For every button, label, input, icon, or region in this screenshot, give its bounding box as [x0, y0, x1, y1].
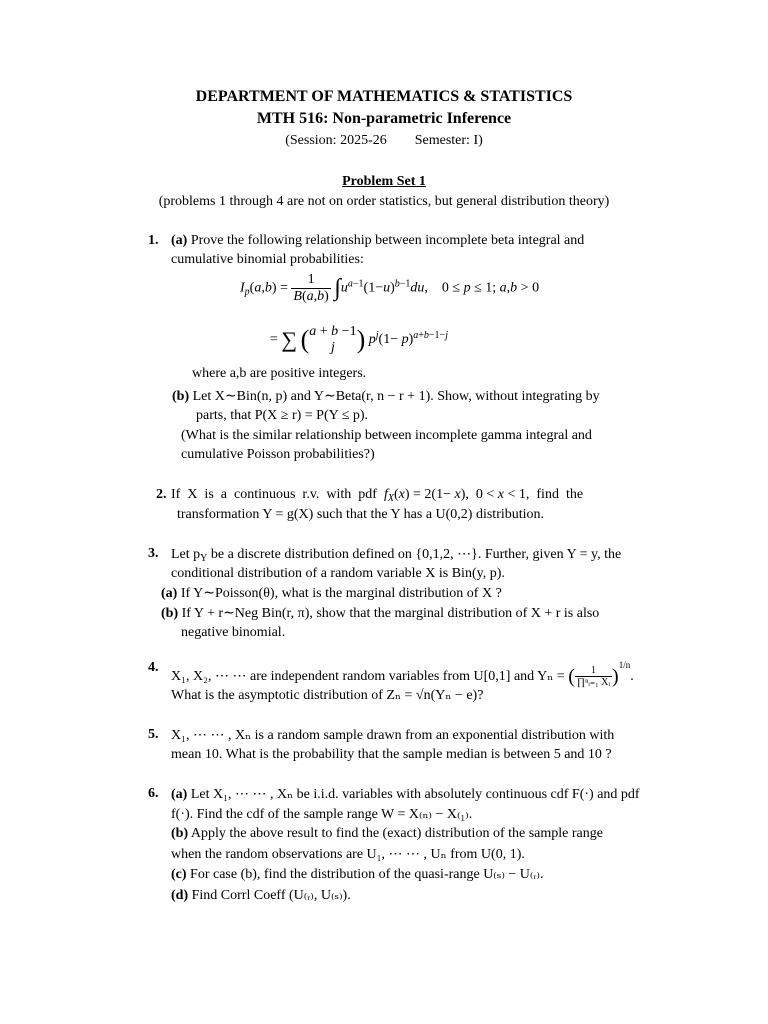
q4-line1: X₁, X₂, ⋯ ⋯ are independent random variables from U[0,1] and Yₙ = ( $\frac{1}{\text{∏ⁿᵢ₌₁ Xᵢ}}$ )$^{1/n}$.	[171, 660, 634, 689]
q5-line1: X₁, ⋯ ⋯ , Xₙ is a random sample drawn from an exponential distribution with	[171, 728, 615, 743]
q6d-line: (d) Find Corrl Coeff (U₍ᵣ₎, U₍ₛ₎).	[171, 888, 351, 903]
q5-line2: mean 10. What is the probability that the sample median is between 5 and 10 ?	[171, 747, 612, 762]
q1c-line2: cumulative Poisson probabilities?)	[181, 447, 375, 462]
beta-binomial-equation-line1: $I_p(a,b)$ = $\frac{1}{B(a,b)}$ $\int u^{a-1}(1-u)^{b-1}du$, 0 ≤ p ≤ 1; a,b > 0	[240, 272, 540, 304]
department-title: DEPARTMENT OF MATHEMATICS & STATISTICS	[195, 88, 573, 105]
q3b-line1: (b) If Y + r∼Neg Bin(r, π), show that the marginal distribution of X + r is also	[161, 606, 600, 621]
beta-binomial-equation-line2: = ∑ ( a + b −1 j ) $p^j(1- p)^{a+b-1-j}$	[270, 324, 448, 355]
problem-set-note: (problems 1 through 4 are not on order statistics, but general distribution theory)	[158, 194, 610, 209]
q4-line2: What is the asymptotic distribution of Zₙ = √n(Yₙ − e)?	[171, 688, 484, 703]
q2-line2: transformation Y = g(X) such that the Y has a U(0,2) distribution.	[177, 507, 545, 522]
q6-number: 6.	[148, 786, 159, 801]
session-line: (Session: 2025-26 Semester: I)	[285, 133, 483, 148]
q2-number: 2.	[156, 487, 167, 502]
problem-set-title: Problem Set 1	[342, 174, 426, 189]
q1b-line2: parts, that P(X ≥ r) = P(Y ≤ p).	[196, 408, 369, 423]
q1-where-line: where a,b are positive integers.	[192, 366, 367, 381]
q4-number: 4.	[148, 660, 159, 675]
q1c-line1: (What is the similar relationship between incomplete gamma integral and	[181, 428, 592, 443]
q6c-line: (c) For case (b), find the distribution of the quasi-range U₍ₛ₎ − U₍ᵣ₎.	[171, 867, 544, 882]
q6a-line2: f(·). Find the cdf of the sample range W = X₍ₙ₎ − X₍₁₎.	[171, 807, 473, 822]
q6b-line2: when the random observations are U₁, ⋯ ⋯ , Uₙ from U(0, 1).	[171, 847, 525, 862]
q1b-line1: (b) Let X∼Bin(n, p) and Y∼Beta(r, n − r + 1). Show, without integrating by	[172, 389, 600, 404]
q3-line1: Let $p_Y$ be a discrete distribution defined on {0,1,2, ⋯}. Further, given Y = y, the	[171, 547, 622, 564]
q5-number: 5.	[148, 727, 159, 742]
q6a-line1: (a) Let X₁, ⋯ ⋯ , Xₙ be i.i.d. variables with absolutely continuous cdf F(·) and pdf	[171, 787, 640, 802]
q2-line1: If X is a continuous r.v. with pdf $f_X(x) = 2(1- x)$, 0 < x < 1, find the	[171, 487, 584, 504]
q3b-line2: negative binomial.	[181, 625, 286, 640]
course-title: MTH 516: Non-parametric Inference	[256, 110, 512, 127]
q1a-line1: (a) Prove the following relationship between incomplete beta integral and	[171, 233, 585, 248]
q1a-line2: cumulative binomial probabilities:	[171, 252, 364, 267]
q1-number: 1.	[148, 233, 159, 248]
q3a-line: (a) If Y∼Poisson(θ), what is the marginal distribution of X ?	[161, 586, 502, 601]
q3-number: 3.	[148, 546, 159, 561]
q6b-line1: (b) Apply the above result to find the (exact) distribution of the sample range	[171, 826, 603, 841]
q3-line2: conditional distribution of a random variable X is Bin(y, p).	[171, 566, 505, 581]
